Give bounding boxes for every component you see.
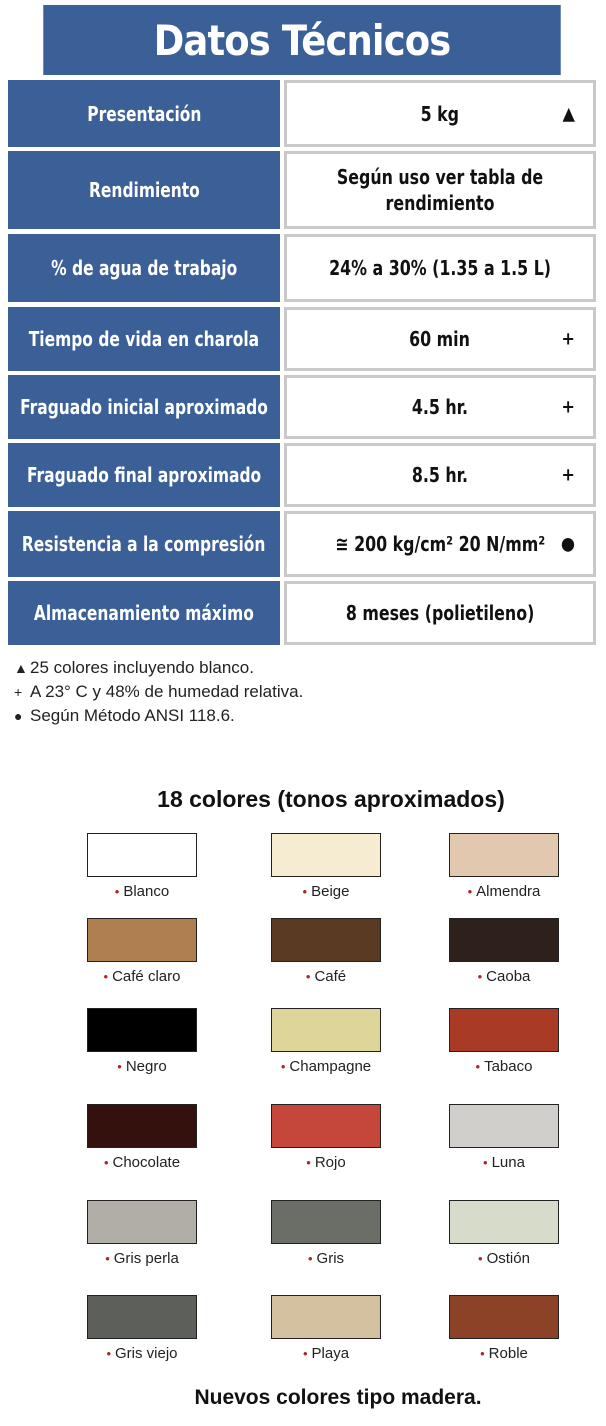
spec-value: 5 kg ▲ bbox=[284, 80, 596, 147]
spec-label: Almacenamiento máximo bbox=[8, 581, 280, 645]
spec-label: Presentación bbox=[8, 80, 280, 147]
footnote-symbol: + bbox=[14, 684, 23, 700]
spec-value: Según uso ver tabla de rendimiento bbox=[284, 151, 596, 229]
spec-value: 8 meses (polietileno) bbox=[284, 581, 596, 645]
bullet-icon: • bbox=[306, 1155, 311, 1170]
spec-row bbox=[8, 375, 596, 439]
color-label: • Tabaco bbox=[475, 1058, 533, 1075]
bullet-icon: • bbox=[302, 1346, 308, 1361]
spec-row bbox=[8, 151, 596, 229]
bullet-icon: • bbox=[117, 1059, 122, 1074]
bullet-icon: • bbox=[475, 1059, 481, 1074]
color-swatch bbox=[271, 1200, 381, 1244]
color-swatch bbox=[271, 918, 381, 962]
bullet-icon: • bbox=[114, 884, 120, 899]
color-label: • Café bbox=[305, 968, 347, 985]
spec-row bbox=[8, 307, 596, 371]
color-swatch bbox=[87, 1295, 197, 1339]
color-swatch-item bbox=[236, 1008, 416, 1075]
spec-label: % de agua de trabajo bbox=[8, 234, 280, 302]
spec-label: Fraguado final aproximado bbox=[8, 443, 280, 507]
color-swatch bbox=[449, 1295, 559, 1339]
spec-row bbox=[8, 234, 596, 302]
bullet-icon: • bbox=[483, 1155, 488, 1170]
footer-note: Nuevos colores tipo madera. bbox=[194, 1386, 482, 1409]
spec-footnote-mark: ● bbox=[560, 533, 575, 555]
color-label: • Blanco bbox=[114, 883, 170, 900]
color-swatch bbox=[87, 1104, 197, 1148]
color-swatch-item bbox=[414, 1104, 594, 1171]
color-swatch bbox=[449, 833, 559, 877]
footnote-text: A 23° C y 48% de humedad relativa. bbox=[30, 682, 304, 701]
bullet-icon: • bbox=[302, 884, 308, 899]
color-swatch bbox=[87, 1008, 197, 1052]
spec-label: Resistencia a la compresión bbox=[8, 511, 280, 577]
color-swatch-item bbox=[52, 1104, 232, 1171]
color-label: • Beige bbox=[302, 883, 350, 900]
color-swatch bbox=[449, 1200, 559, 1244]
spec-value: 24% a 30% (1.35 a 1.5 L) bbox=[284, 234, 596, 302]
color-swatch-item bbox=[236, 1200, 416, 1267]
spec-footnote-mark: + bbox=[561, 328, 575, 350]
color-swatch-item bbox=[236, 833, 416, 900]
color-label: • Playa bbox=[302, 1345, 350, 1362]
color-label: • Negro bbox=[117, 1058, 167, 1075]
color-swatch bbox=[271, 1104, 381, 1148]
color-swatch bbox=[449, 1008, 559, 1052]
color-label: • Roble bbox=[480, 1345, 528, 1362]
spec-row bbox=[8, 443, 596, 507]
colors-title: 18 colores (tonos aproximados) bbox=[157, 786, 505, 812]
spec-row bbox=[8, 511, 596, 577]
spec-value: 4.5 hr. + bbox=[284, 375, 596, 439]
color-swatch bbox=[87, 1200, 197, 1244]
color-swatch bbox=[449, 1104, 559, 1148]
color-label: • Gris perla bbox=[105, 1250, 179, 1267]
spec-footnote-mark: ▲ bbox=[562, 103, 575, 124]
spec-footnote-mark: + bbox=[561, 464, 575, 486]
footnote-text: 25 colores incluyendo blanco. bbox=[30, 658, 254, 677]
color-swatch bbox=[449, 918, 559, 962]
color-swatch-item bbox=[414, 1295, 594, 1362]
bullet-icon: • bbox=[105, 1251, 110, 1266]
bullet-icon: • bbox=[106, 1346, 112, 1361]
color-label: • Chocolate bbox=[103, 1154, 181, 1171]
color-label: • Gris bbox=[307, 1250, 345, 1267]
spec-value: 60 min + bbox=[284, 307, 596, 371]
bullet-icon: • bbox=[307, 1251, 313, 1266]
bullet-icon: • bbox=[467, 884, 473, 899]
color-swatch-item bbox=[52, 833, 232, 900]
color-label: • Caoba bbox=[477, 968, 531, 985]
bullet-icon: • bbox=[477, 969, 483, 984]
color-label: • Café claro bbox=[103, 968, 181, 985]
spec-label: Tiempo de vida en charola bbox=[8, 307, 280, 371]
color-swatch-item bbox=[414, 833, 594, 900]
spec-footnote-mark: + bbox=[561, 396, 575, 418]
color-swatch-item bbox=[52, 1008, 232, 1075]
color-label: • Ostión bbox=[478, 1250, 530, 1267]
bullet-icon: • bbox=[305, 969, 311, 984]
bullet-icon: • bbox=[103, 969, 109, 984]
spec-label: Fraguado inicial aproximado bbox=[8, 375, 280, 439]
color-label: • Gris viejo bbox=[106, 1345, 178, 1362]
color-label: • Luna bbox=[483, 1154, 525, 1171]
spec-row bbox=[8, 581, 596, 645]
footnote bbox=[14, 704, 303, 728]
color-swatch-item bbox=[414, 1200, 594, 1267]
color-swatch-item bbox=[236, 1295, 416, 1362]
spec-value: 8.5 hr. + bbox=[284, 443, 596, 507]
color-swatch bbox=[87, 833, 197, 877]
color-label: • Almendra bbox=[467, 883, 541, 900]
color-swatch-item bbox=[236, 918, 416, 985]
footnote bbox=[14, 680, 303, 704]
bullet-icon: • bbox=[280, 1059, 286, 1074]
spec-row bbox=[8, 80, 596, 147]
color-swatch bbox=[271, 1008, 381, 1052]
color-swatch bbox=[87, 918, 197, 962]
footnote-text: Según Método ANSI 118.6. bbox=[30, 706, 235, 725]
color-label: • Champagne bbox=[280, 1058, 372, 1075]
bullet-icon: • bbox=[480, 1346, 485, 1361]
color-swatch-item bbox=[236, 1104, 416, 1171]
footnotes bbox=[14, 656, 303, 728]
color-label: • Rojo bbox=[306, 1154, 346, 1171]
color-swatch-item bbox=[414, 1008, 594, 1075]
footnote-symbol: ▲ bbox=[14, 660, 28, 676]
spec-value: ≅ 200 kg/cm² 20 N/mm² ● bbox=[284, 511, 596, 577]
footnote bbox=[14, 656, 303, 680]
page-title: Datos Técnicos bbox=[43, 5, 560, 75]
color-swatch bbox=[271, 1295, 381, 1339]
color-swatch bbox=[271, 833, 381, 877]
color-swatch-item bbox=[52, 1200, 232, 1267]
color-swatch-item bbox=[52, 1295, 232, 1362]
bullet-icon: • bbox=[478, 1251, 483, 1266]
color-swatch-item bbox=[52, 918, 232, 985]
spec-label: Rendimiento bbox=[8, 151, 280, 229]
color-swatch-item bbox=[414, 918, 594, 985]
footnote-symbol: ● bbox=[14, 708, 23, 724]
bullet-icon: • bbox=[103, 1155, 109, 1170]
